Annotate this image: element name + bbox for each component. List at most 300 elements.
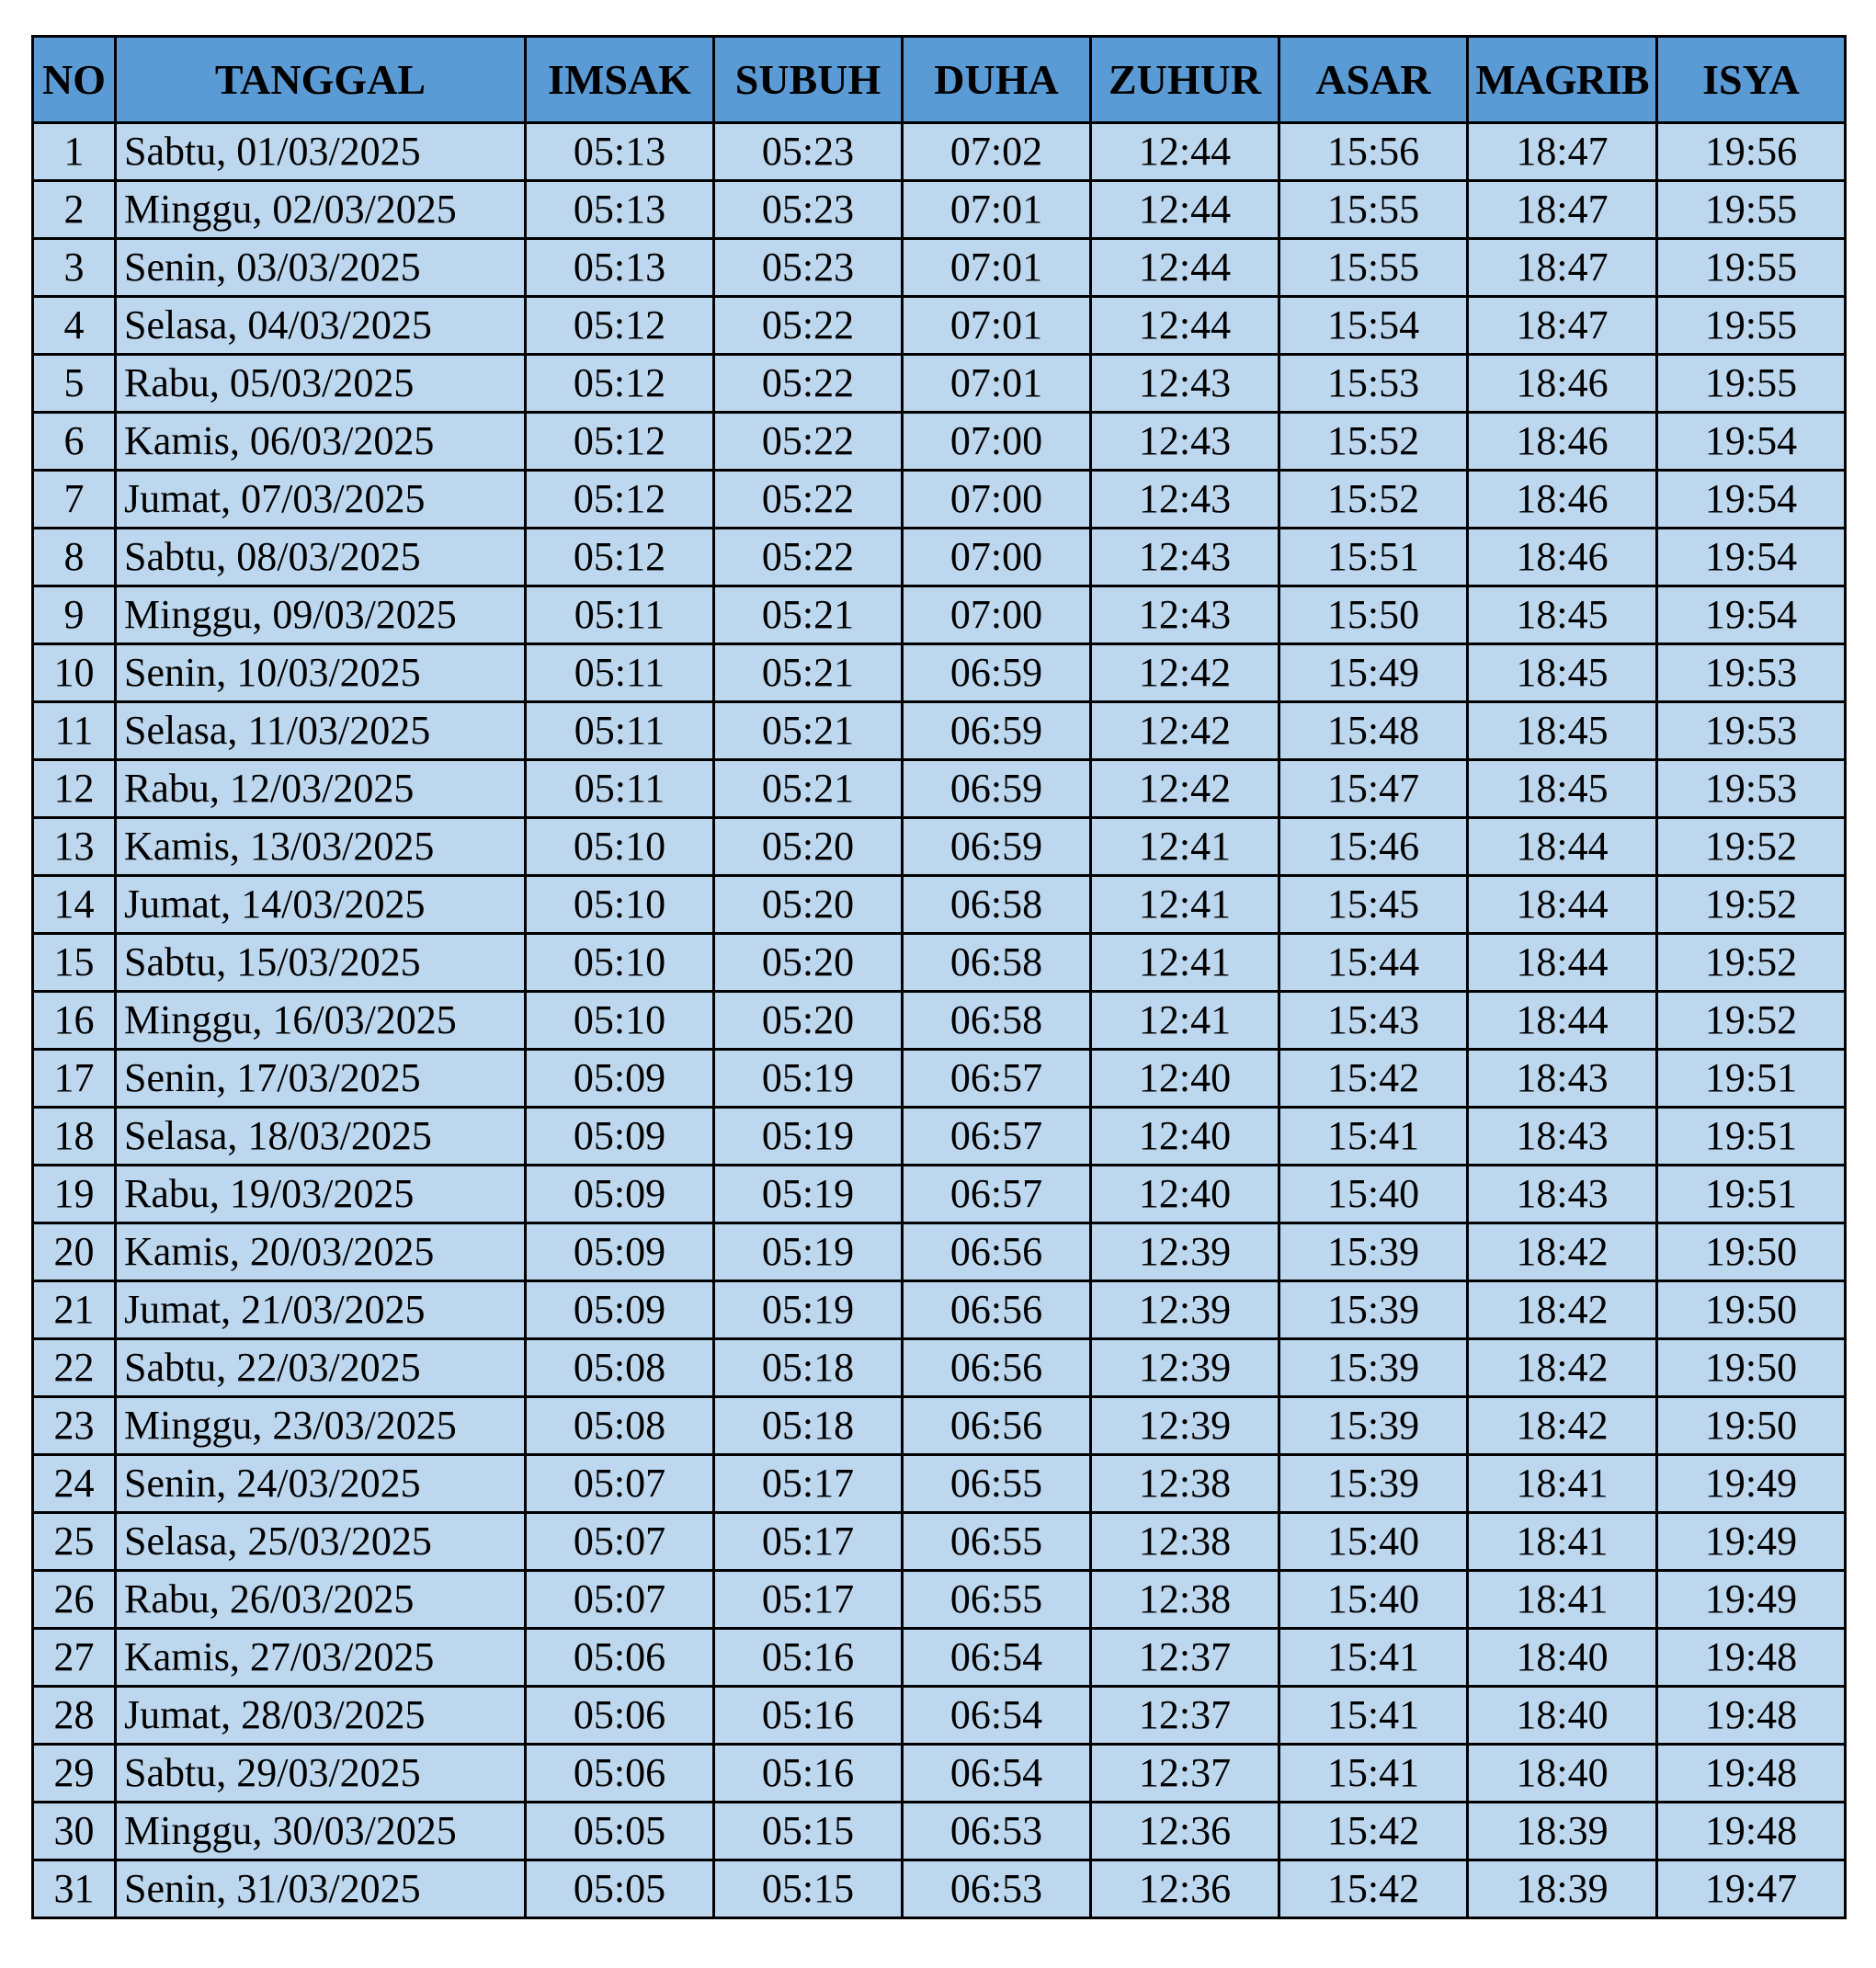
cell-imsak: 05:13 xyxy=(526,123,714,181)
cell-subuh: 05:16 xyxy=(714,1687,903,1745)
header-tanggal: TANGGAL xyxy=(116,37,526,123)
cell-tanggal: Kamis, 06/03/2025 xyxy=(116,413,526,471)
cell-no: 17 xyxy=(33,1050,116,1108)
table-row xyxy=(33,471,1846,529)
table-row xyxy=(33,1397,1846,1455)
cell-no: 25 xyxy=(33,1513,116,1571)
cell-zuhur: 12:43 xyxy=(1091,471,1279,529)
table-row xyxy=(33,1745,1846,1803)
cell-duha: 06:59 xyxy=(903,760,1091,818)
cell-no: 15 xyxy=(33,934,116,992)
cell-duha: 06:56 xyxy=(903,1339,1091,1397)
cell-isya: 19:49 xyxy=(1657,1571,1846,1629)
header-isya: ISYA xyxy=(1657,37,1846,123)
cell-subuh: 05:23 xyxy=(714,239,903,297)
cell-isya: 19:50 xyxy=(1657,1339,1846,1397)
cell-duha: 07:01 xyxy=(903,181,1091,239)
cell-zuhur: 12:38 xyxy=(1091,1571,1279,1629)
cell-magrib: 18:41 xyxy=(1468,1571,1657,1629)
cell-no: 14 xyxy=(33,876,116,934)
cell-magrib: 18:45 xyxy=(1468,586,1657,644)
cell-subuh: 05:16 xyxy=(714,1745,903,1803)
cell-no: 22 xyxy=(33,1339,116,1397)
table-row xyxy=(33,1860,1846,1918)
cell-asar: 15:39 xyxy=(1279,1397,1468,1455)
table-row xyxy=(33,586,1846,644)
cell-subuh: 05:20 xyxy=(714,992,903,1050)
cell-no: 21 xyxy=(33,1281,116,1339)
cell-no: 18 xyxy=(33,1108,116,1166)
table-row xyxy=(33,1166,1846,1223)
cell-imsak: 05:13 xyxy=(526,239,714,297)
cell-magrib: 18:47 xyxy=(1468,181,1657,239)
table-row xyxy=(33,992,1846,1050)
cell-duha: 06:56 xyxy=(903,1397,1091,1455)
header-imsak: IMSAK xyxy=(526,37,714,123)
cell-no: 12 xyxy=(33,760,116,818)
cell-imsak: 05:10 xyxy=(526,934,714,992)
cell-no: 16 xyxy=(33,992,116,1050)
cell-tanggal: Senin, 24/03/2025 xyxy=(116,1455,526,1513)
cell-duha: 06:53 xyxy=(903,1803,1091,1860)
cell-asar: 15:43 xyxy=(1279,992,1468,1050)
cell-imsak: 05:12 xyxy=(526,297,714,355)
cell-asar: 15:48 xyxy=(1279,702,1468,760)
cell-subuh: 05:16 xyxy=(714,1629,903,1687)
cell-isya: 19:48 xyxy=(1657,1629,1846,1687)
table-row xyxy=(33,1281,1846,1339)
cell-no: 3 xyxy=(33,239,116,297)
cell-zuhur: 12:40 xyxy=(1091,1108,1279,1166)
cell-imsak: 05:10 xyxy=(526,818,714,876)
cell-magrib: 18:43 xyxy=(1468,1166,1657,1223)
cell-imsak: 05:09 xyxy=(526,1050,714,1108)
cell-isya: 19:49 xyxy=(1657,1513,1846,1571)
cell-imsak: 05:07 xyxy=(526,1513,714,1571)
cell-subuh: 05:21 xyxy=(714,586,903,644)
cell-imsak: 05:11 xyxy=(526,702,714,760)
cell-tanggal: Jumat, 21/03/2025 xyxy=(116,1281,526,1339)
cell-subuh: 05:17 xyxy=(714,1513,903,1571)
cell-subuh: 05:17 xyxy=(714,1455,903,1513)
cell-magrib: 18:45 xyxy=(1468,644,1657,702)
cell-isya: 19:50 xyxy=(1657,1223,1846,1281)
header-subuh: SUBUH xyxy=(714,37,903,123)
cell-magrib: 18:44 xyxy=(1468,876,1657,934)
cell-imsak: 05:07 xyxy=(526,1571,714,1629)
cell-no: 6 xyxy=(33,413,116,471)
cell-magrib: 18:47 xyxy=(1468,297,1657,355)
cell-duha: 06:53 xyxy=(903,1860,1091,1918)
header-zuhur: ZUHUR xyxy=(1091,37,1279,123)
cell-isya: 19:48 xyxy=(1657,1803,1846,1860)
cell-zuhur: 12:40 xyxy=(1091,1166,1279,1223)
cell-subuh: 05:19 xyxy=(714,1108,903,1166)
cell-isya: 19:54 xyxy=(1657,413,1846,471)
cell-no: 9 xyxy=(33,586,116,644)
cell-isya: 19:55 xyxy=(1657,181,1846,239)
cell-no: 28 xyxy=(33,1687,116,1745)
cell-asar: 15:42 xyxy=(1279,1860,1468,1918)
cell-isya: 19:55 xyxy=(1657,355,1846,413)
cell-asar: 15:39 xyxy=(1279,1339,1468,1397)
cell-tanggal: Sabtu, 08/03/2025 xyxy=(116,529,526,586)
cell-magrib: 18:44 xyxy=(1468,992,1657,1050)
cell-imsak: 05:08 xyxy=(526,1339,714,1397)
cell-no: 1 xyxy=(33,123,116,181)
cell-no: 7 xyxy=(33,471,116,529)
cell-subuh: 05:21 xyxy=(714,702,903,760)
cell-asar: 15:42 xyxy=(1279,1803,1468,1860)
cell-asar: 15:47 xyxy=(1279,760,1468,818)
cell-zuhur: 12:44 xyxy=(1091,181,1279,239)
cell-imsak: 05:07 xyxy=(526,1455,714,1513)
cell-subuh: 05:18 xyxy=(714,1397,903,1455)
cell-duha: 06:57 xyxy=(903,1166,1091,1223)
cell-asar: 15:40 xyxy=(1279,1571,1468,1629)
cell-subuh: 05:15 xyxy=(714,1860,903,1918)
cell-tanggal: Sabtu, 22/03/2025 xyxy=(116,1339,526,1397)
cell-tanggal: Minggu, 16/03/2025 xyxy=(116,992,526,1050)
cell-asar: 15:39 xyxy=(1279,1455,1468,1513)
cell-imsak: 05:11 xyxy=(526,644,714,702)
cell-subuh: 05:18 xyxy=(714,1339,903,1397)
cell-zuhur: 12:36 xyxy=(1091,1803,1279,1860)
table-row xyxy=(33,529,1846,586)
cell-tanggal: Kamis, 20/03/2025 xyxy=(116,1223,526,1281)
cell-tanggal: Senin, 17/03/2025 xyxy=(116,1050,526,1108)
cell-imsak: 05:05 xyxy=(526,1860,714,1918)
table-row xyxy=(33,413,1846,471)
cell-imsak: 05:11 xyxy=(526,586,714,644)
cell-duha: 07:00 xyxy=(903,413,1091,471)
cell-subuh: 05:19 xyxy=(714,1166,903,1223)
table-row xyxy=(33,1629,1846,1687)
cell-zuhur: 12:39 xyxy=(1091,1223,1279,1281)
cell-no: 2 xyxy=(33,181,116,239)
cell-magrib: 18:46 xyxy=(1468,471,1657,529)
cell-isya: 19:51 xyxy=(1657,1166,1846,1223)
cell-no: 26 xyxy=(33,1571,116,1629)
cell-duha: 06:57 xyxy=(903,1108,1091,1166)
table-row xyxy=(33,355,1846,413)
cell-no: 29 xyxy=(33,1745,116,1803)
cell-duha: 07:00 xyxy=(903,471,1091,529)
cell-magrib: 18:42 xyxy=(1468,1223,1657,1281)
cell-imsak: 05:12 xyxy=(526,355,714,413)
cell-asar: 15:46 xyxy=(1279,818,1468,876)
table-row xyxy=(33,1513,1846,1571)
cell-tanggal: Selasa, 25/03/2025 xyxy=(116,1513,526,1571)
cell-isya: 19:55 xyxy=(1657,239,1846,297)
cell-isya: 19:52 xyxy=(1657,992,1846,1050)
cell-duha: 07:00 xyxy=(903,586,1091,644)
cell-no: 13 xyxy=(33,818,116,876)
cell-tanggal: Sabtu, 01/03/2025 xyxy=(116,123,526,181)
table-row xyxy=(33,934,1846,992)
cell-magrib: 18:45 xyxy=(1468,760,1657,818)
cell-duha: 06:56 xyxy=(903,1281,1091,1339)
cell-isya: 19:54 xyxy=(1657,586,1846,644)
cell-no: 5 xyxy=(33,355,116,413)
cell-isya: 19:48 xyxy=(1657,1687,1846,1745)
cell-zuhur: 12:40 xyxy=(1091,1050,1279,1108)
cell-tanggal: Rabu, 05/03/2025 xyxy=(116,355,526,413)
cell-zuhur: 12:39 xyxy=(1091,1339,1279,1397)
cell-tanggal: Selasa, 18/03/2025 xyxy=(116,1108,526,1166)
cell-isya: 19:54 xyxy=(1657,471,1846,529)
cell-duha: 06:54 xyxy=(903,1745,1091,1803)
cell-no: 20 xyxy=(33,1223,116,1281)
header-row xyxy=(33,37,1846,123)
table-row xyxy=(33,1223,1846,1281)
cell-subuh: 05:21 xyxy=(714,644,903,702)
cell-zuhur: 12:37 xyxy=(1091,1687,1279,1745)
table-row xyxy=(33,297,1846,355)
cell-duha: 06:54 xyxy=(903,1687,1091,1745)
cell-isya: 19:53 xyxy=(1657,760,1846,818)
table-row xyxy=(33,818,1846,876)
cell-tanggal: Minggu, 30/03/2025 xyxy=(116,1803,526,1860)
cell-tanggal: Jumat, 14/03/2025 xyxy=(116,876,526,934)
cell-zuhur: 12:44 xyxy=(1091,123,1279,181)
cell-imsak: 05:10 xyxy=(526,876,714,934)
cell-imsak: 05:13 xyxy=(526,181,714,239)
cell-zuhur: 12:41 xyxy=(1091,876,1279,934)
cell-subuh: 05:22 xyxy=(714,355,903,413)
cell-magrib: 18:44 xyxy=(1468,818,1657,876)
header-asar: ASAR xyxy=(1279,37,1468,123)
cell-zuhur: 12:38 xyxy=(1091,1455,1279,1513)
cell-zuhur: 12:43 xyxy=(1091,413,1279,471)
cell-magrib: 18:45 xyxy=(1468,702,1657,760)
cell-subuh: 05:22 xyxy=(714,413,903,471)
cell-magrib: 18:44 xyxy=(1468,934,1657,992)
cell-asar: 15:42 xyxy=(1279,1050,1468,1108)
cell-isya: 19:50 xyxy=(1657,1397,1846,1455)
cell-isya: 19:55 xyxy=(1657,297,1846,355)
cell-magrib: 18:46 xyxy=(1468,413,1657,471)
cell-no: 4 xyxy=(33,297,116,355)
cell-subuh: 05:22 xyxy=(714,297,903,355)
cell-subuh: 05:23 xyxy=(714,123,903,181)
cell-subuh: 05:20 xyxy=(714,818,903,876)
cell-asar: 15:41 xyxy=(1279,1108,1468,1166)
cell-zuhur: 12:36 xyxy=(1091,1860,1279,1918)
cell-subuh: 05:17 xyxy=(714,1571,903,1629)
cell-isya: 19:52 xyxy=(1657,818,1846,876)
cell-asar: 15:52 xyxy=(1279,413,1468,471)
cell-magrib: 18:43 xyxy=(1468,1108,1657,1166)
cell-duha: 06:58 xyxy=(903,992,1091,1050)
cell-tanggal: Selasa, 04/03/2025 xyxy=(116,297,526,355)
cell-isya: 19:51 xyxy=(1657,1108,1846,1166)
cell-asar: 15:41 xyxy=(1279,1687,1468,1745)
cell-asar: 15:39 xyxy=(1279,1281,1468,1339)
cell-duha: 06:59 xyxy=(903,702,1091,760)
cell-isya: 19:47 xyxy=(1657,1860,1846,1918)
cell-isya: 19:53 xyxy=(1657,644,1846,702)
cell-magrib: 18:41 xyxy=(1468,1455,1657,1513)
cell-no: 23 xyxy=(33,1397,116,1455)
cell-subuh: 05:22 xyxy=(714,471,903,529)
cell-no: 30 xyxy=(33,1803,116,1860)
cell-isya: 19:56 xyxy=(1657,123,1846,181)
cell-magrib: 18:40 xyxy=(1468,1745,1657,1803)
table-row xyxy=(33,1455,1846,1513)
cell-duha: 06:55 xyxy=(903,1455,1091,1513)
cell-magrib: 18:40 xyxy=(1468,1629,1657,1687)
table-row xyxy=(33,239,1846,297)
cell-duha: 06:56 xyxy=(903,1223,1091,1281)
cell-subuh: 05:22 xyxy=(714,529,903,586)
cell-no: 10 xyxy=(33,644,116,702)
table-header xyxy=(33,37,1846,123)
cell-duha: 07:00 xyxy=(903,529,1091,586)
cell-magrib: 18:42 xyxy=(1468,1397,1657,1455)
cell-asar: 15:40 xyxy=(1279,1166,1468,1223)
cell-asar: 15:55 xyxy=(1279,181,1468,239)
cell-zuhur: 12:37 xyxy=(1091,1629,1279,1687)
cell-duha: 06:58 xyxy=(903,934,1091,992)
cell-asar: 15:55 xyxy=(1279,239,1468,297)
header-magrib: MAGRIB xyxy=(1468,37,1657,123)
header-no: NO xyxy=(33,37,116,123)
cell-zuhur: 12:41 xyxy=(1091,992,1279,1050)
cell-magrib: 18:43 xyxy=(1468,1050,1657,1108)
table-row xyxy=(33,702,1846,760)
cell-duha: 06:55 xyxy=(903,1571,1091,1629)
cell-magrib: 18:47 xyxy=(1468,239,1657,297)
cell-magrib: 18:46 xyxy=(1468,355,1657,413)
cell-zuhur: 12:42 xyxy=(1091,702,1279,760)
cell-tanggal: Senin, 31/03/2025 xyxy=(116,1860,526,1918)
cell-tanggal: Rabu, 19/03/2025 xyxy=(116,1166,526,1223)
cell-imsak: 05:11 xyxy=(526,760,714,818)
cell-isya: 19:48 xyxy=(1657,1745,1846,1803)
cell-imsak: 05:12 xyxy=(526,413,714,471)
cell-isya: 19:53 xyxy=(1657,702,1846,760)
cell-zuhur: 12:44 xyxy=(1091,239,1279,297)
cell-magrib: 18:42 xyxy=(1468,1339,1657,1397)
cell-imsak: 05:06 xyxy=(526,1745,714,1803)
table-row xyxy=(33,1803,1846,1860)
cell-tanggal: Rabu, 12/03/2025 xyxy=(116,760,526,818)
cell-duha: 07:01 xyxy=(903,297,1091,355)
table-body xyxy=(33,123,1846,1918)
cell-isya: 19:52 xyxy=(1657,876,1846,934)
cell-duha: 07:01 xyxy=(903,239,1091,297)
cell-magrib: 18:46 xyxy=(1468,529,1657,586)
cell-imsak: 05:10 xyxy=(526,992,714,1050)
cell-duha: 06:54 xyxy=(903,1629,1091,1687)
cell-subuh: 05:15 xyxy=(714,1803,903,1860)
cell-imsak: 05:05 xyxy=(526,1803,714,1860)
cell-zuhur: 12:38 xyxy=(1091,1513,1279,1571)
cell-asar: 15:44 xyxy=(1279,934,1468,992)
cell-no: 24 xyxy=(33,1455,116,1513)
cell-subuh: 05:20 xyxy=(714,876,903,934)
cell-tanggal: Senin, 10/03/2025 xyxy=(116,644,526,702)
cell-magrib: 18:42 xyxy=(1468,1281,1657,1339)
cell-duha: 06:58 xyxy=(903,876,1091,934)
cell-no: 11 xyxy=(33,702,116,760)
cell-asar: 15:52 xyxy=(1279,471,1468,529)
cell-asar: 15:40 xyxy=(1279,1513,1468,1571)
cell-isya: 19:49 xyxy=(1657,1455,1846,1513)
cell-magrib: 18:39 xyxy=(1468,1860,1657,1918)
table-row xyxy=(33,123,1846,181)
cell-magrib: 18:41 xyxy=(1468,1513,1657,1571)
table-row xyxy=(33,1108,1846,1166)
cell-zuhur: 12:44 xyxy=(1091,297,1279,355)
cell-zuhur: 12:37 xyxy=(1091,1745,1279,1803)
cell-imsak: 05:09 xyxy=(526,1166,714,1223)
cell-imsak: 05:08 xyxy=(526,1397,714,1455)
cell-duha: 06:55 xyxy=(903,1513,1091,1571)
cell-magrib: 18:39 xyxy=(1468,1803,1657,1860)
cell-isya: 19:51 xyxy=(1657,1050,1846,1108)
cell-zuhur: 12:39 xyxy=(1091,1397,1279,1455)
cell-imsak: 05:09 xyxy=(526,1281,714,1339)
cell-tanggal: Sabtu, 29/03/2025 xyxy=(116,1745,526,1803)
cell-duha: 06:57 xyxy=(903,1050,1091,1108)
cell-asar: 15:41 xyxy=(1279,1745,1468,1803)
cell-subuh: 05:19 xyxy=(714,1281,903,1339)
cell-subuh: 05:19 xyxy=(714,1223,903,1281)
cell-subuh: 05:21 xyxy=(714,760,903,818)
cell-no: 31 xyxy=(33,1860,116,1918)
cell-zuhur: 12:41 xyxy=(1091,934,1279,992)
cell-duha: 07:01 xyxy=(903,355,1091,413)
cell-asar: 15:56 xyxy=(1279,123,1468,181)
cell-magrib: 18:47 xyxy=(1468,123,1657,181)
prayer-schedule-table xyxy=(31,35,1847,1919)
cell-asar: 15:50 xyxy=(1279,586,1468,644)
cell-subuh: 05:23 xyxy=(714,181,903,239)
cell-asar: 15:53 xyxy=(1279,355,1468,413)
cell-imsak: 05:12 xyxy=(526,471,714,529)
cell-magrib: 18:40 xyxy=(1468,1687,1657,1745)
cell-asar: 15:41 xyxy=(1279,1629,1468,1687)
cell-zuhur: 12:43 xyxy=(1091,586,1279,644)
cell-zuhur: 12:41 xyxy=(1091,818,1279,876)
table-row xyxy=(33,1339,1846,1397)
cell-subuh: 05:20 xyxy=(714,934,903,992)
cell-asar: 15:51 xyxy=(1279,529,1468,586)
table-row xyxy=(33,1571,1846,1629)
cell-tanggal: Kamis, 13/03/2025 xyxy=(116,818,526,876)
cell-asar: 15:39 xyxy=(1279,1223,1468,1281)
cell-tanggal: Jumat, 28/03/2025 xyxy=(116,1687,526,1745)
cell-imsak: 05:12 xyxy=(526,529,714,586)
cell-tanggal: Selasa, 11/03/2025 xyxy=(116,702,526,760)
cell-imsak: 05:06 xyxy=(526,1629,714,1687)
cell-asar: 15:54 xyxy=(1279,297,1468,355)
table-row xyxy=(33,1687,1846,1745)
cell-asar: 15:45 xyxy=(1279,876,1468,934)
cell-isya: 19:54 xyxy=(1657,529,1846,586)
cell-isya: 19:50 xyxy=(1657,1281,1846,1339)
cell-imsak: 05:06 xyxy=(526,1687,714,1745)
cell-no: 27 xyxy=(33,1629,116,1687)
cell-tanggal: Minggu, 09/03/2025 xyxy=(116,586,526,644)
table-row xyxy=(33,876,1846,934)
cell-tanggal: Kamis, 27/03/2025 xyxy=(116,1629,526,1687)
cell-isya: 19:52 xyxy=(1657,934,1846,992)
cell-zuhur: 12:42 xyxy=(1091,644,1279,702)
cell-duha: 06:59 xyxy=(903,818,1091,876)
